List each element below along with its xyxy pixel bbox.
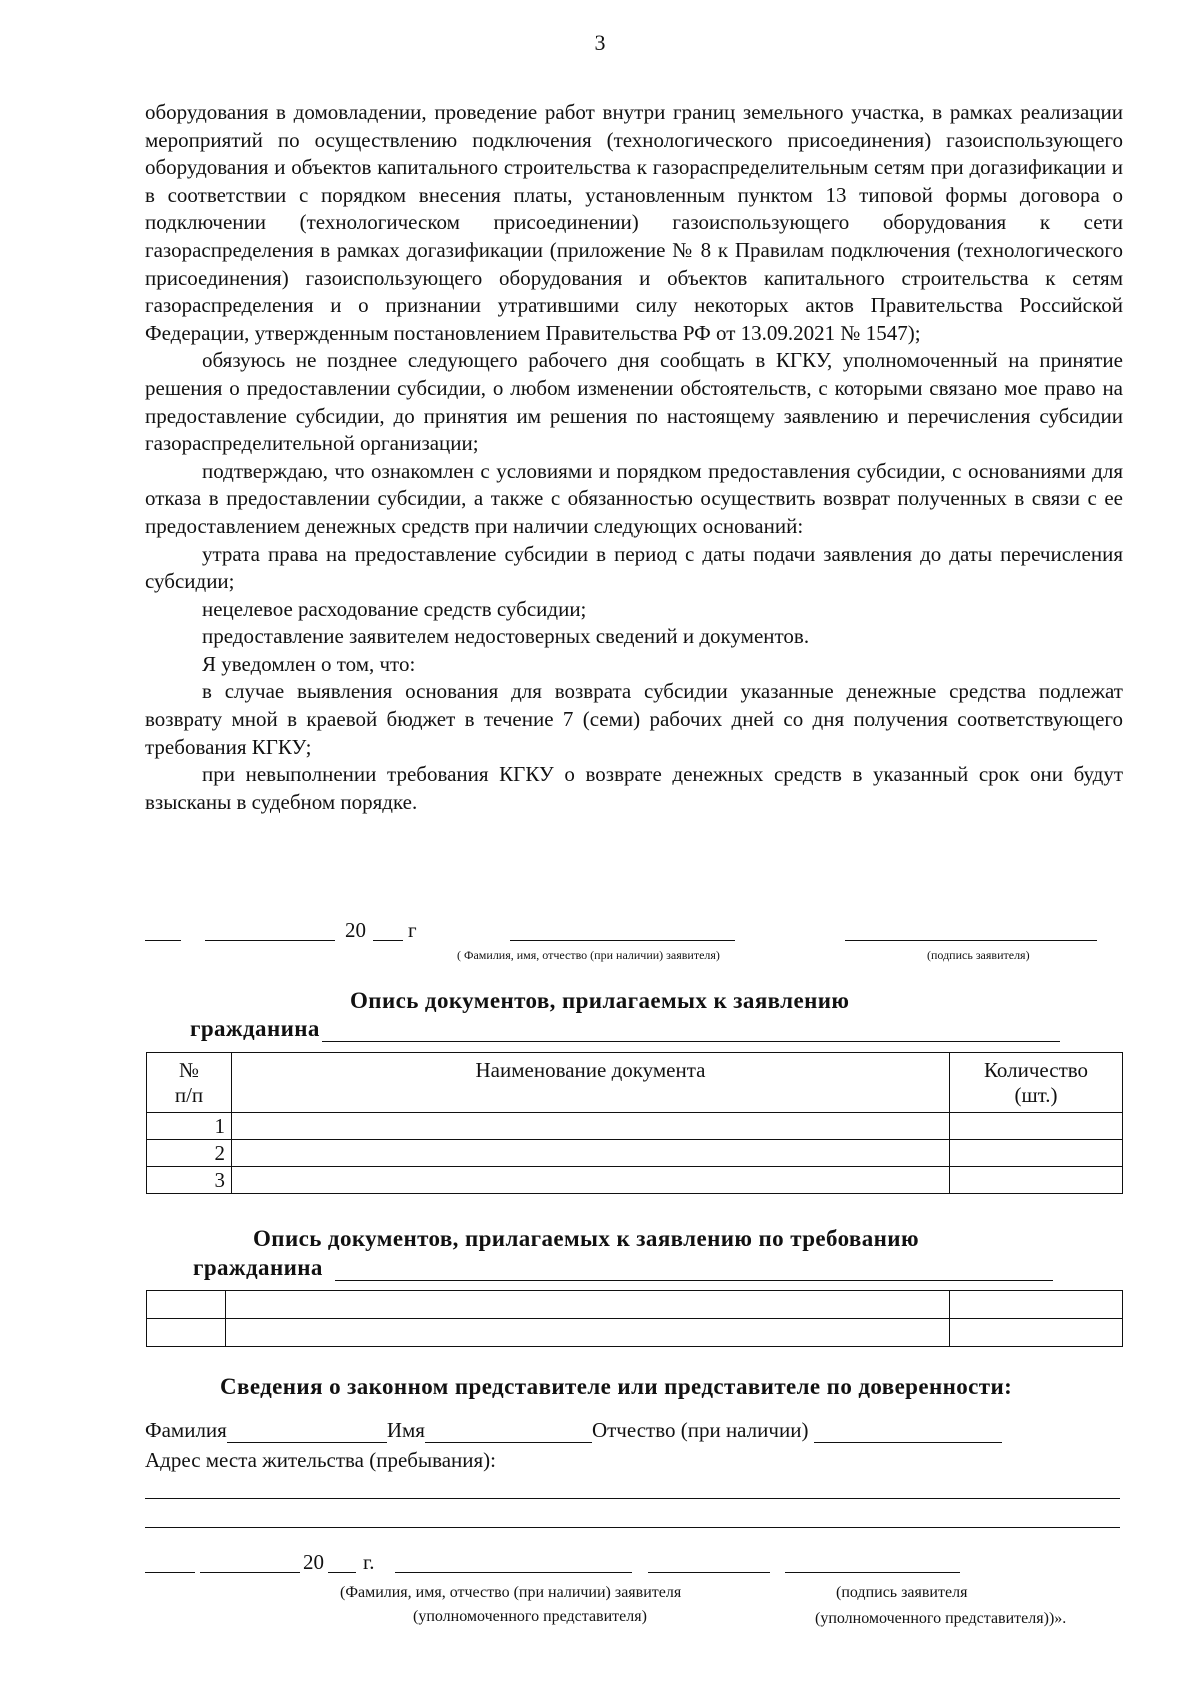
section1-title: Опись документов, прилагаемых к заявлению bbox=[350, 988, 850, 1013]
signature-blank[interactable] bbox=[845, 918, 1097, 941]
month-blank[interactable] bbox=[205, 918, 335, 941]
rep-signature-blank[interactable] bbox=[785, 1550, 960, 1573]
rep-fio-blank[interactable] bbox=[395, 1550, 632, 1573]
rep-sign-caption-2: (уполномоченного представителя))». bbox=[815, 1610, 1067, 1627]
section1-citizen-label: гражданина bbox=[190, 1016, 320, 1041]
address-blank-1[interactable] bbox=[145, 1498, 1120, 1499]
name-label: Имя bbox=[386, 1418, 425, 1442]
row-doc-cell[interactable] bbox=[226, 1291, 950, 1319]
row-qty-cell[interactable] bbox=[950, 1291, 1123, 1319]
section2-citizen-label: гражданина bbox=[193, 1255, 323, 1280]
day-blank[interactable] bbox=[145, 918, 181, 941]
rep-month-blank[interactable] bbox=[200, 1550, 300, 1573]
paragraph-5: нецелевое расходование средств субсидии; bbox=[202, 596, 587, 621]
citizen-name-blank-2[interactable] bbox=[335, 1260, 1053, 1281]
paragraph-2: обязуюсь не позднее следующего рабочего дня сообщать в КГКУ, уполномоченный на принятие решения о предоставлении субсидии, о любом изменении обстоятельств, с которыми связано мое право на предоставление субсидии, до принятия им решения по настоящему заявлению и перечисления субсидии газораспределительной организации; bbox=[145, 348, 1123, 456]
row-doc-cell[interactable] bbox=[226, 1319, 950, 1347]
row-doc-cell[interactable] bbox=[232, 1167, 950, 1194]
header-num-line2: п/п bbox=[174, 1083, 204, 1107]
row-qty-cell[interactable] bbox=[950, 1113, 1123, 1140]
header-qty-line2: (шт.) bbox=[1014, 1083, 1058, 1107]
fio-caption: ( Фамилия, имя, отчество (при наличии) заявителя) bbox=[457, 948, 720, 962]
rep-year-suffix: г. bbox=[363, 1550, 375, 1574]
rep-day-blank[interactable] bbox=[145, 1550, 195, 1573]
table-row bbox=[147, 1319, 1123, 1347]
surname-label: Фамилия bbox=[145, 1418, 227, 1442]
row-num: 1 bbox=[147, 1113, 232, 1140]
row-num-cell[interactable] bbox=[147, 1319, 226, 1347]
rep-sign-caption-1: (подпись заявителя bbox=[836, 1584, 968, 1601]
header-num bbox=[147, 1053, 232, 1113]
paragraph-7: Я уведомлен о том, что: bbox=[202, 651, 416, 676]
paragraph-4: утрата права на предоставление субсидии в период с даты подачи заявления до даты перечисления субсидии; bbox=[145, 541, 1123, 594]
row-doc-cell[interactable] bbox=[232, 1140, 950, 1167]
header-qty bbox=[950, 1053, 1123, 1113]
row-num: 2 bbox=[147, 1140, 232, 1167]
header-doc-name: Наименование документа bbox=[232, 1053, 950, 1113]
row-qty-cell[interactable] bbox=[950, 1140, 1123, 1167]
table-row bbox=[147, 1167, 1123, 1194]
section3-title: Сведения о законном представителе или представителе по доверенности: bbox=[220, 1374, 1013, 1399]
header-num-line1: № bbox=[178, 1058, 200, 1082]
paragraph-8: в случае выявления основания для возврата субсидии указанные денежные средства подлежат возврату мной в краевой бюджет в течение 7 (семи) рабочих дней со дня получения соответствующего требования КГКУ; bbox=[145, 679, 1123, 759]
year-blank[interactable] bbox=[373, 918, 403, 941]
header-qty-line1: Количество bbox=[983, 1058, 1089, 1082]
signature-block-applicant bbox=[145, 918, 1123, 968]
representative-name-line bbox=[145, 1418, 1002, 1443]
row-num-cell[interactable] bbox=[147, 1291, 226, 1319]
surname-blank[interactable] bbox=[227, 1420, 387, 1443]
table-row bbox=[147, 1140, 1123, 1167]
citizen-name-blank[interactable] bbox=[322, 1021, 1060, 1042]
paragraph-6: предоставление заявителем недостоверных сведений и документов. bbox=[202, 624, 810, 649]
patronymic-label: Отчество (при наличии) bbox=[591, 1418, 809, 1442]
year-prefix: 20 bbox=[345, 918, 366, 942]
rep-year-blank[interactable] bbox=[328, 1550, 356, 1573]
table-header-row bbox=[147, 1053, 1123, 1113]
documents-table bbox=[146, 1052, 1123, 1194]
rep-year-prefix: 20 bbox=[303, 1550, 324, 1574]
row-num: 3 bbox=[147, 1167, 232, 1194]
row-qty-cell[interactable] bbox=[950, 1167, 1123, 1194]
rep-fio-caption-1: (Фамилия, имя, отчество (при наличии) заявителя bbox=[340, 1584, 682, 1601]
address-label: Адрес места жительства (пребывания): bbox=[145, 1448, 497, 1472]
section2-title: Опись документов, прилагаемых к заявлению по требованию bbox=[253, 1226, 919, 1251]
table-row bbox=[147, 1291, 1123, 1319]
address-blank-2[interactable] bbox=[145, 1527, 1120, 1528]
name-blank[interactable] bbox=[425, 1420, 592, 1443]
rep-fio-caption-2: (уполномоченного представителя) bbox=[413, 1608, 647, 1625]
row-doc-cell[interactable] bbox=[232, 1113, 950, 1140]
row-qty-cell[interactable] bbox=[950, 1319, 1123, 1347]
year-suffix: г bbox=[408, 918, 417, 942]
fio-blank[interactable] bbox=[510, 918, 735, 941]
section1-title-line2 bbox=[190, 1016, 1060, 1042]
requested-documents-table bbox=[146, 1290, 1123, 1347]
signature-block-representative bbox=[145, 1550, 1123, 1580]
body-text bbox=[145, 99, 1123, 816]
patronymic-blank[interactable] bbox=[814, 1420, 1002, 1443]
signature-caption: (подпись заявителя) bbox=[927, 948, 1030, 962]
table-row bbox=[147, 1113, 1123, 1140]
paragraph-9: при невыполнении требования КГКУ о возврате денежных средств в указанный срок они будут взысканы в судебном порядке. bbox=[145, 762, 1123, 814]
rep-fio-blank-2[interactable] bbox=[648, 1550, 770, 1573]
page-number: 3 bbox=[594, 30, 606, 55]
paragraph-3: подтверждаю, что ознакомлен с условиями и порядком предоставления субсидии, с основаниями для отказа в предоставлении субсидии, а также с обязанностью осуществить возврат полученных в связи с ее предоставлением денежных средств при наличии следующих оснований: bbox=[145, 458, 1123, 538]
paragraph-1: оборудования в домовладении, проведение работ внутри границ земельного участка, в рамках реализации мероприятий по осуществлению подключения (технологического присоединения) газоиспользующего оборудования и объектов капитального строительства к газораспределительным сетям при догазификации и в соответствии с порядком внесения платы, установленным пунктом 13 типовой формы договора о подключении (технологическом присоединении) газоиспользующего оборудования к сети газораспределения в рамках догазификации (приложение № 8 к Правилам подключения (технологического присоединения) газоиспользующего оборудования и объектов капитального строительства к сетям газораспределения и о признании утратившими силу некоторых актов Правительства Российской Федерации, утвержденным постановлением Правительства РФ от 13.09.2021 № 1547); bbox=[145, 100, 1123, 345]
section2-title-line2 bbox=[193, 1255, 1053, 1281]
